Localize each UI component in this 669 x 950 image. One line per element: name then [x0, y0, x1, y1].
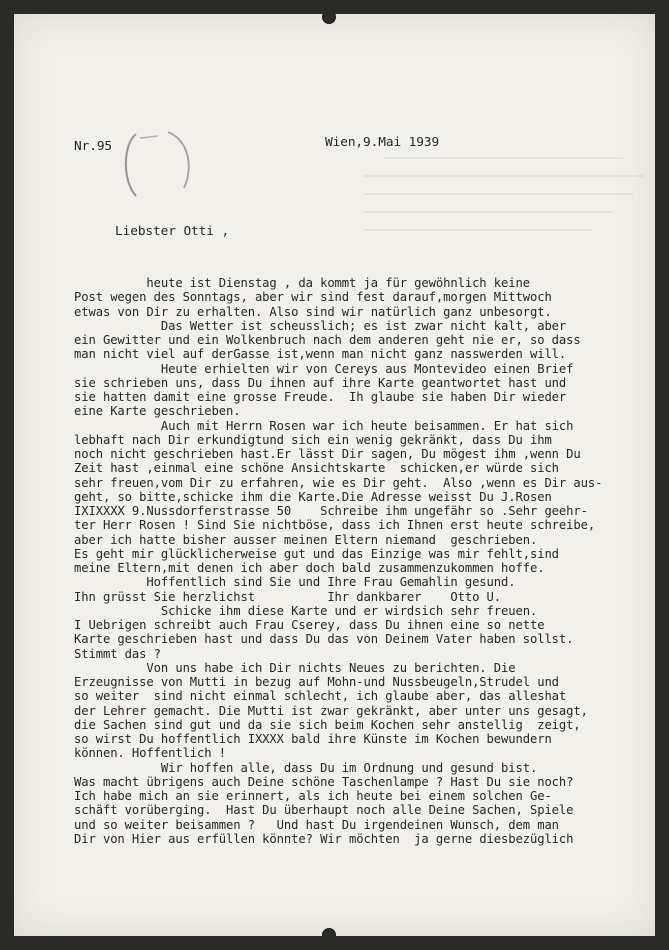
body-line: Was macht übrigens auch Deine schöne Taschenlampe ? Hast Du sie noch? [74, 774, 574, 789]
body-line: eine Karte geschrieben. [74, 404, 241, 419]
body-line: Post wegen des Sonntags, aber wir sind fest darauf,morgen Mittwoch [74, 290, 552, 305]
body-line: der Lehrer gemacht. Die Mutti ist zwar gekränkt, aber unter uns gesagt, [74, 703, 588, 718]
body-line: Stimmt das ? [74, 646, 161, 661]
body-line: sie schrieben uns, dass Du ihnen auf ihre Karte geantwortet hast und [74, 375, 567, 390]
body-line: Erzeugnisse von Mutti in bezug auf Mohn-und Nussbeugeln,Strudel und [74, 675, 559, 689]
show-through-text [334, 134, 655, 285]
salutation: Liebster Otti , [115, 224, 230, 239]
body-line: IXIXXXX 9.Nussdorferstrasse 50 Schreibe ihm ungefähr so .Sehr geehr- [74, 504, 588, 518]
body-line: Dir von Hier aus erfüllen könnte? Wir möchten ja gerne diesbezüglich [74, 831, 574, 846]
body-line: so wirst Du hoffentlich IXXXX bald ihre Künste im Kochen bewundern [74, 732, 552, 746]
body-line: sie hatten damit eine grosse Freude. Ih glaube sie haben Dir wieder [74, 390, 567, 404]
body-line: aber ich hatte bisher ausser meinen Eltern niemand geschrieben. [74, 532, 538, 547]
body-line: lebhaft nach Dir erkundigtund sich ein wenig gekränkt, dass Du ihm [74, 432, 552, 447]
body-line: so weiter sind nicht einmal schlecht, ich glaube aber, das alleshat [74, 689, 567, 704]
body-line: und so weiter beisammen ? Und hast Du irgendeinen Wunsch, dem man [74, 817, 559, 832]
letter-body [74, 276, 602, 846]
letter-number: Nr.95 [74, 139, 113, 154]
place-and-date: Wien,9.Mai 1939 [325, 135, 440, 150]
stamp-mark [118, 126, 198, 206]
body-line: Von uns habe ich Dir nichts Neues zu berichten. Die [74, 660, 516, 675]
body-line: geht, so bitte,schicke ihm die Karte.Die Adresse weisst Du J.Rosen [74, 489, 552, 504]
body-line: ein Gewitter und ein Wolkenbruch nach dem anderen geht nie er, so dass [74, 333, 581, 347]
body-line: sehr freuen,vom Dir zu erfahren, wie es Dir geht. Also ,wenn es Dir aus- [74, 475, 603, 490]
body-line: ter Herr Rosen ! Sind Sie nichtböse, dass ich Ihnen erst heute schreibe, [74, 518, 596, 533]
body-line: Wir hoffen alle, dass Du im Ordnung und gesund bist. [74, 760, 538, 775]
letter-page [14, 14, 655, 936]
body-line: Schicke ihm diese Karte und er wirdsich sehr freuen. [74, 603, 538, 618]
body-line: Karte geschrieben hast und dass Du das von Deinem Vater haben sollst. [74, 632, 574, 647]
punch-hole-top [322, 14, 336, 24]
body-line: können. Hoffentlich ! [74, 746, 226, 761]
body-line: noch nicht geschrieben hast.Er lässt Dir sagen, Du mögest ihm ,wenn Du [74, 447, 581, 461]
body-line: Ich habe mich an sie erinnert, als ich heute bei einem solchen Ge- [74, 789, 552, 803]
body-line: heute ist Dienstag , da kommt ja für gewöhnlich keine [74, 276, 530, 290]
punch-hole-bottom [322, 928, 336, 936]
body-line: I Uebrigen schreibt auch Frau Cserey, dass Du ihnen eine so nette [74, 618, 545, 632]
body-line: etwas von Dir zu erhalten. Also sind wir natürlich ganz unbesorgt. [74, 304, 552, 319]
body-line: Es geht mir glücklicherweise gut und das Einzige was mir fehlt,sind [74, 546, 559, 561]
body-line: Zeit hast ,einmal eine schöne Ansichtskarte schicken,er würde sich [74, 461, 559, 476]
body-line: Auch mit Herrn Rosen war ich heute beisammen. Er hat sich [74, 418, 574, 433]
body-line: schäft vorüberging. Hast Du überhaupt noch alle Deine Sachen, Spiele [74, 803, 574, 818]
body-line: man nicht viel auf derGasse ist,wenn man nicht ganz nasswerden will. [74, 347, 567, 362]
body-line: Hoffentlich sind Sie und Ihre Frau Gemahlin gesund. [74, 575, 516, 590]
body-line: meine Eltern,mit denen ich aber doch bald zusammenzukommen hoffe. [74, 561, 545, 575]
body-line: Ihn grüsst Sie herzlichst Ihr dankbarer Otto U. [74, 589, 502, 604]
body-line: Das Wetter ist scheusslich; es ist zwar nicht kalt, aber [74, 318, 567, 333]
body-line: die Sachen sind gut und da sie sich beim Kochen sehr anstellig zeigt, [74, 717, 581, 732]
body-line: Heute erhielten wir von Cereys aus Montevideo einen Brief [74, 361, 574, 376]
